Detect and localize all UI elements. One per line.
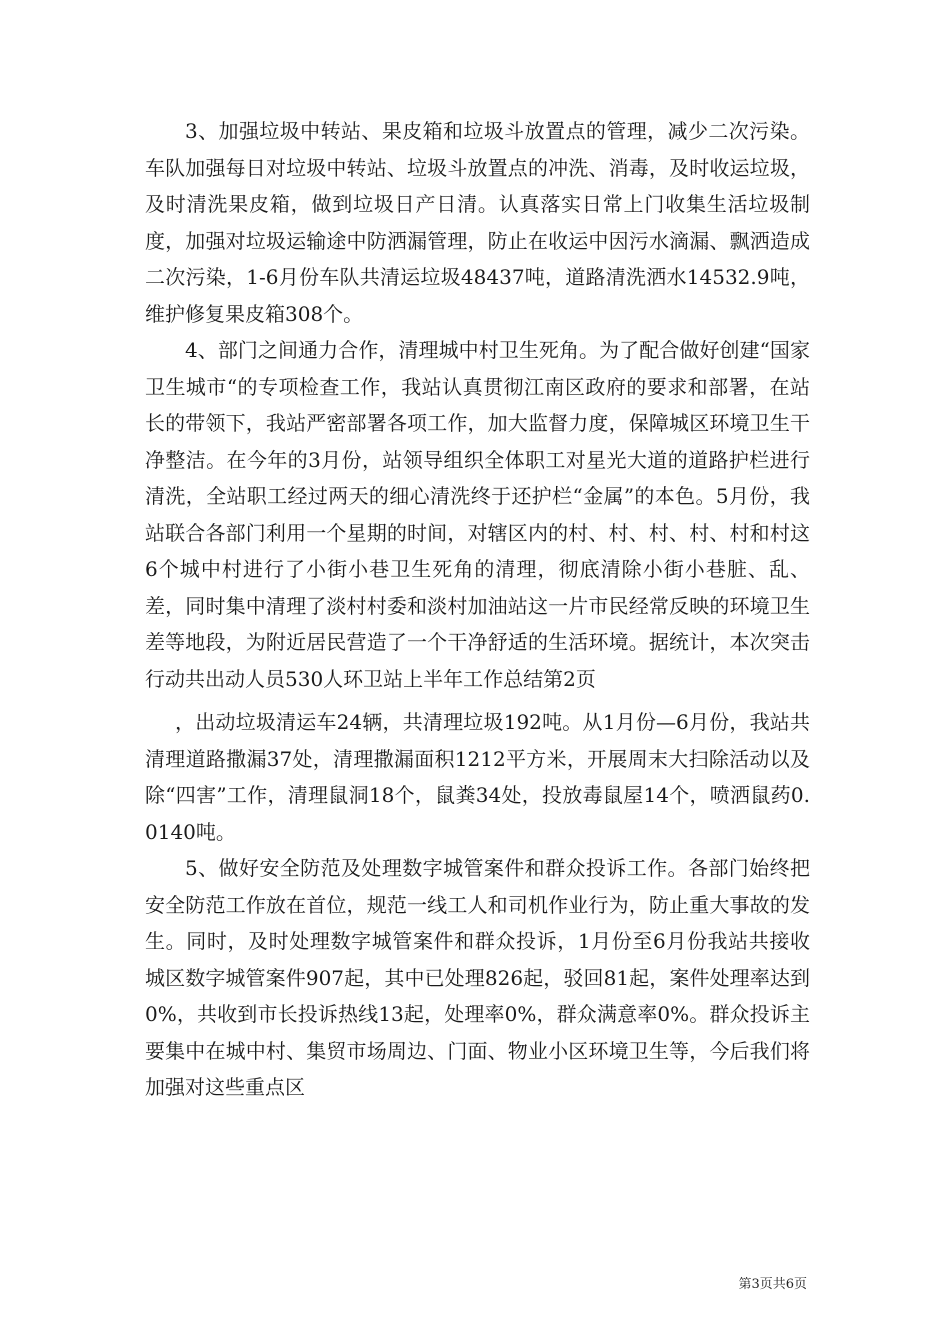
page-number-footer: 第3页共6页 — [738, 1277, 807, 1292]
paragraph-item-4: 4、部门之间通力合作，清理城中村卫生死角。为了配合做好创建“国家卫生城市“的专项检查工作，我站认真贯彻江南区政府的要求和部署，在站长的带领下，我站严密部署各项工作，加大监督力度，保障城区环境卫生干净整洁。在今年的3月份，站领导组织全体职工对星光大道的道路护栏进行清洗，全站职工经过两天的细心清洗终于还护栏“金属”的本色。5月份，我站联合各部门利用一个星期的时间，对辖区内的村、村、村、村、村和村这6个城中村进行了小街小巷卫生死角的清理，彻底清除小街小巷脏、乱、差，同时集中清理了淡村村委和淡村加油站这一片市民经常反映的环境卫生差等地段，为附近居民营造了一个干净舒适的生活环境。据统计，本次突击行动共出动人员530人环卫站上半年工作总结第2页 — [145, 338, 810, 691]
document-body — [145, 113, 810, 1106]
paragraph-item-3: 3、加强垃圾中转站、果皮箱和垃圾斗放置点的管理，减少二次污染。车队加强每日对垃圾中转站、垃圾斗放置点的冲洗、消毒，及时收运垃圾，及时清洗果皮箱，做到垃圾日产日清。认真落实日常上门收集生活垃圾制度，加强对垃圾运输途中防洒漏管理，防止在收运中因污水滴漏、飘洒造成二次污染，1-6月份车队共清运垃圾48437吨，道路清洗洒水14532.9吨，维护修复果皮箱308个。 — [145, 119, 810, 326]
paragraph-item-5: 5、做好安全防范及处理数字城管案件和群众投诉工作。各部门始终把安全防范工作放在首位，规范一线工人和司机作业行为，防止重大事故的发生。同时，及时处理数字城管案件和群众投诉，1月份至6月份我站共接收城区数字城管案件907起，其中已处理826起，驳回81起，案件处理率达到0%，共收到市长投诉热线13起，处理率0%，群众满意率0%。群众投诉主要集中在城中村、集贸市场周边、门面、物业小区环境卫生等，今后我们将加强对这些重点区 — [145, 856, 810, 1099]
paragraph-continuation: ，出动垃圾清运车24辆，共清理垃圾192吨。从1月份—6月份，我站共清理道路撒漏37处，清理撒漏面积1212平方米，开展周末大扫除活动以及除“四害”工作，清理鼠洞18个，鼠粪34处，投放毒鼠屋14个，喷洒鼠药0.0140吨。 — [145, 710, 810, 844]
